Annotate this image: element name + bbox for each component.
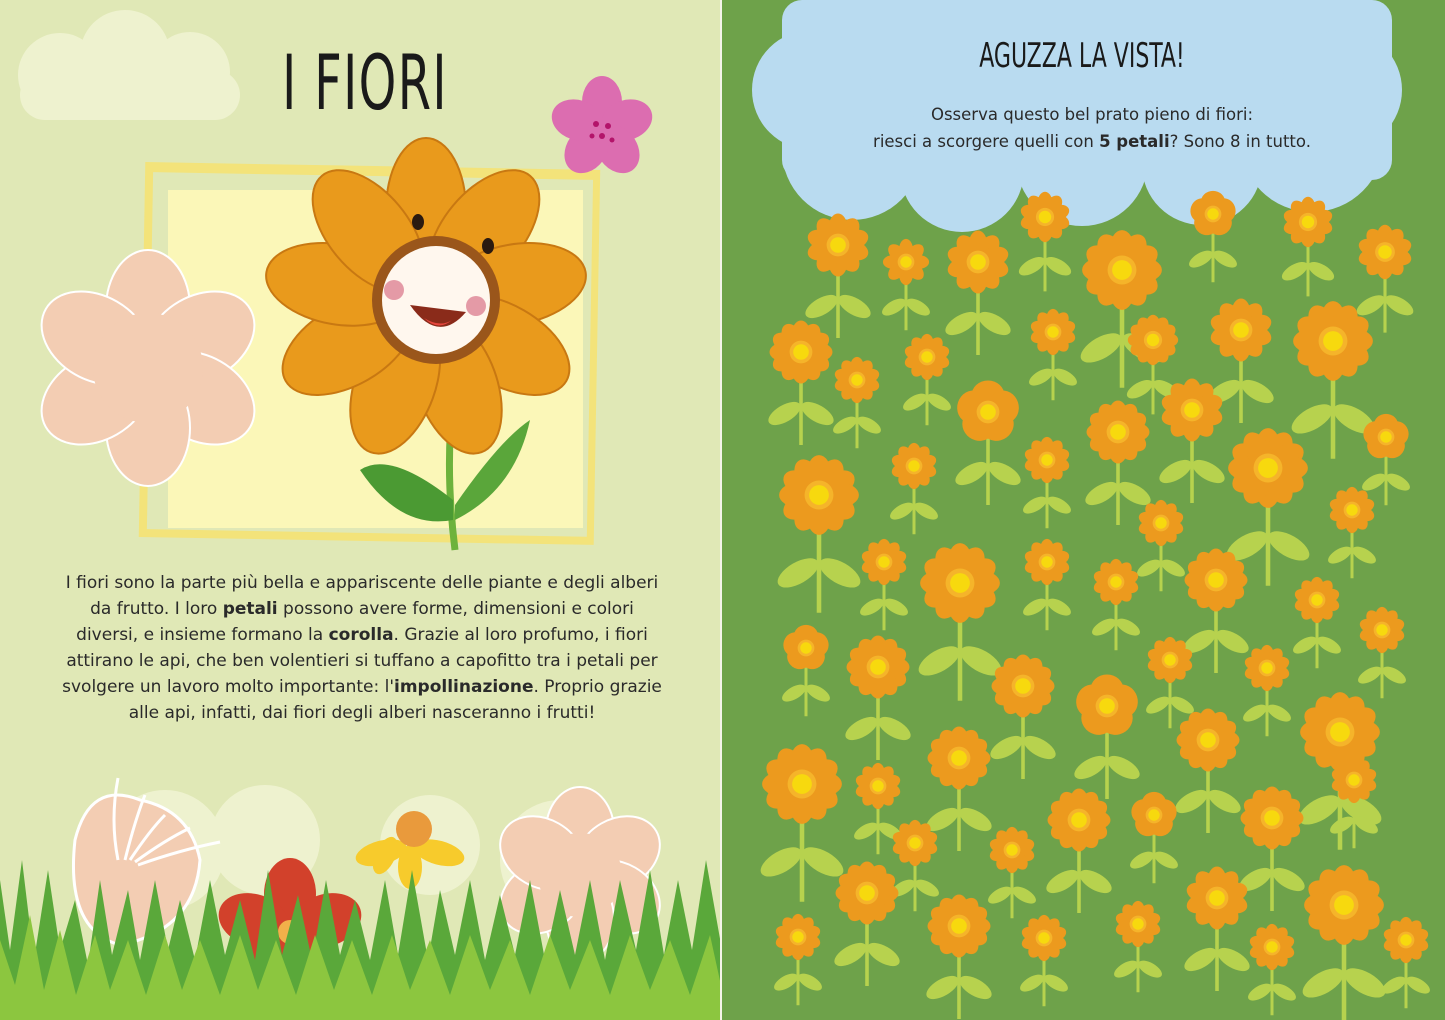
meadow-flower [1134, 500, 1187, 591]
five-petal-flower [1186, 191, 1239, 282]
right-page [722, 0, 1445, 1020]
meadow-flower [802, 214, 875, 339]
meadow-flower [1355, 607, 1408, 698]
meadow-flower [879, 239, 932, 330]
five-petal-flower [1127, 792, 1180, 883]
paragraph-text: possono avere forme, dimensioni e colori diversi, e insieme formano la [76, 599, 634, 645]
meadow-flower [1026, 309, 1079, 400]
meadow-flower [942, 231, 1015, 356]
meadow-flower [1325, 487, 1378, 578]
meadow-flower [1143, 637, 1196, 728]
cloud-illustration [18, 10, 240, 120]
left-page [0, 0, 722, 1020]
meadow-flower [1020, 437, 1073, 528]
paragraph-text: . Grazie al loro profumo, i fiori attirano le api, che ben volentieri si tuffano a capofitto tra i petali per svolgere un lavoro molto importante: l' [62, 625, 658, 697]
five-petal-flower [1359, 414, 1412, 505]
meadow-flower [1245, 924, 1298, 1015]
meadow-flower [1279, 197, 1337, 297]
meadow-flower [1290, 577, 1343, 668]
meadow-flower [987, 654, 1060, 779]
keyword-petali: petali [222, 599, 278, 619]
pink-flower-illustration [546, 76, 657, 182]
meadow-flower [1172, 708, 1245, 833]
meadow-flower [923, 726, 996, 851]
meadow-flower [771, 914, 824, 1005]
left-page-illustration [0, 0, 722, 1020]
five-petal-flower [1071, 675, 1144, 800]
meadow-flower [923, 894, 996, 1019]
meadow-flower [1082, 400, 1155, 525]
meadow-flower [1020, 539, 1073, 630]
page-title: I FIORI [282, 38, 448, 127]
paragraph-text: I fiori sono la parte più bella e appariscente delle piante e degli alberi da frutto. I loro [65, 573, 659, 619]
meadow-flower [887, 443, 940, 534]
meadow-flower [914, 542, 1006, 700]
meadow-flower [765, 320, 838, 445]
meadow-flower [1016, 192, 1074, 292]
keyword-5-petali: 5 petali [1099, 132, 1170, 151]
meadow-flower [831, 861, 904, 986]
paragraph-text: . Proprio grazie alle api, infatti, dai fiori degli alberi nasceranno i frutti! [128, 677, 662, 723]
keyword-corolla: corolla [328, 625, 394, 645]
meadow-flower [756, 743, 848, 901]
meadow-flower [857, 539, 910, 630]
activity-instruction [812, 101, 1372, 155]
activity-title: AGUZZA LA VISTA! [979, 36, 1185, 76]
keyword-impollinazione: impollinazione [394, 677, 534, 697]
meadow-flower [1043, 788, 1116, 913]
meadow-flower [1354, 225, 1417, 333]
meadow-flower [773, 454, 865, 612]
instruction-line: Osserva questo bel prato pieno di fiori: [930, 105, 1254, 124]
meadow-flower [985, 827, 1038, 918]
five-petal-flower [779, 625, 832, 716]
meadow-flower [1156, 379, 1229, 504]
instruction-line: riesci a scorgere quelli con [873, 132, 1100, 151]
meadow-flower [1089, 559, 1142, 650]
five-petal-flower [952, 381, 1025, 506]
meadow-flower [1111, 901, 1164, 992]
body-paragraph [62, 570, 662, 726]
meadow-flower [1298, 864, 1390, 1020]
meadow-flower [1379, 917, 1432, 1008]
instruction-line: ? Sono 8 in tutto. [1169, 132, 1311, 151]
meadow-flower [900, 334, 953, 425]
meadow-flower [1240, 645, 1293, 736]
meadow-flowers [756, 191, 1433, 1020]
meadow-flower [1017, 915, 1070, 1006]
meadow-flower [1181, 867, 1254, 992]
meadow-flower [830, 357, 883, 448]
meadow-flower [842, 635, 915, 760]
